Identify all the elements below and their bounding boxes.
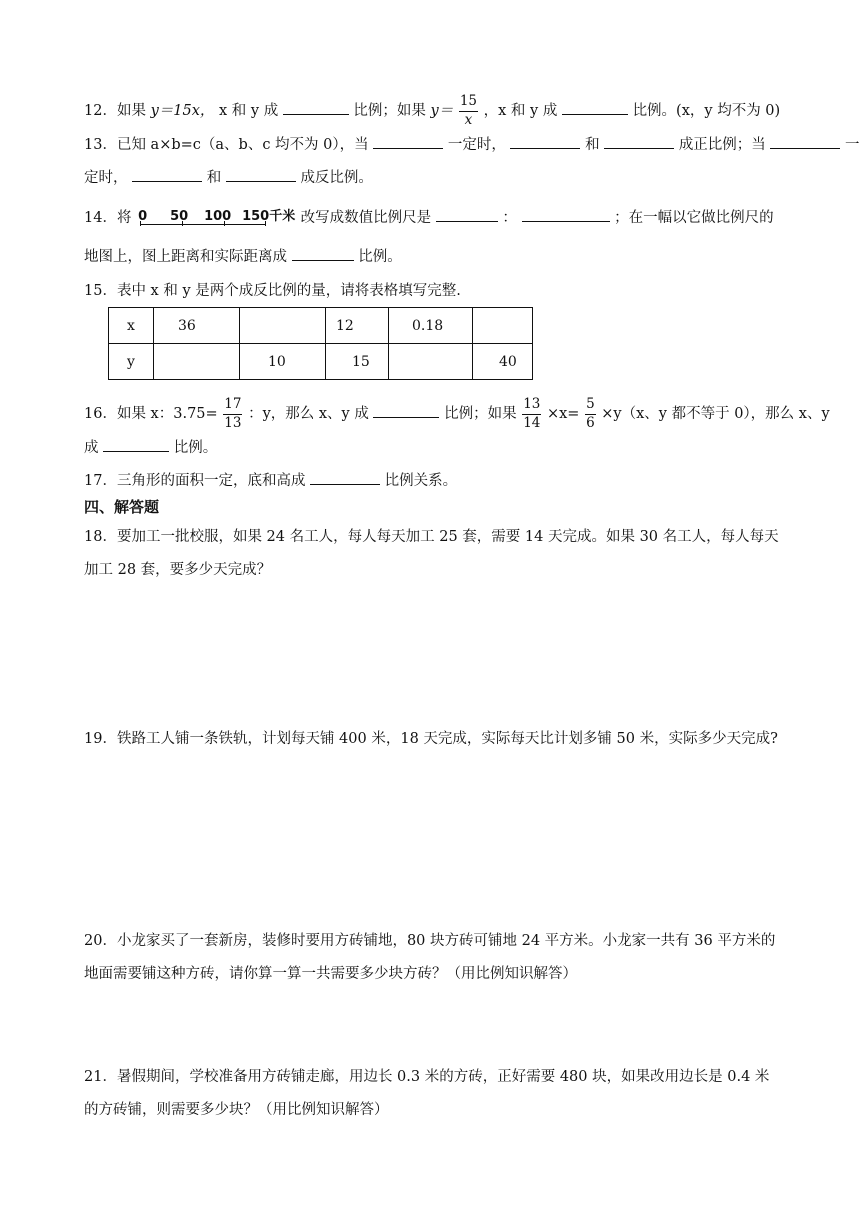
q12-blank-2[interactable] xyxy=(562,100,628,115)
table-cell[interactable]: 10 xyxy=(240,344,326,380)
question-17 xyxy=(84,470,457,491)
q17-text: 比例关系。 xyxy=(384,473,458,489)
q14-text: ；在一幅以它做比例尺的 xyxy=(614,210,774,226)
q16-text: 16．如果 x：3.75= xyxy=(84,406,218,422)
q16-blank-2[interactable] xyxy=(103,437,169,452)
question-20-line-2: 地面需要铺这种方砖，请你算一算一共需要多少块方砖？（用比例知识解答） xyxy=(84,966,577,982)
question-12 xyxy=(84,95,780,127)
scale-tick xyxy=(265,221,266,226)
scale-label: 150千米 xyxy=(242,209,296,224)
q12-text: ，x 和 y 成 xyxy=(483,103,558,119)
question-16-line-1 xyxy=(84,398,830,430)
table-cell[interactable]: 40 xyxy=(473,344,533,380)
q12-text: x 和 y 成 xyxy=(219,103,279,119)
scale-tick xyxy=(224,221,225,226)
q16-blank-1[interactable] xyxy=(373,403,439,418)
table-row-x xyxy=(109,308,533,344)
q14-blank-3[interactable] xyxy=(292,246,354,261)
scale-label: 100 xyxy=(204,209,232,224)
q14-blank-2[interactable] xyxy=(522,207,610,222)
q12-number: 12．如果 xyxy=(84,103,146,119)
q13-blank-2[interactable] xyxy=(510,134,580,149)
q13-text: 一 xyxy=(845,137,860,153)
table-cell[interactable] xyxy=(473,308,533,344)
q16-fraction-1: $\frac{17}{13}$ xyxy=(224,396,242,431)
q14-text: 比例。 xyxy=(358,249,402,265)
scale-bar-line xyxy=(140,224,266,225)
q17-text: 17．三角形的面积一定，底和高成 xyxy=(84,473,306,489)
question-21-line-1: 21．暑假期间，学校准备用方砖铺走廊，用边长 0.3 米的方砖，正好需要 480 块，如果改用边长是 0.4 米 xyxy=(84,1069,770,1085)
question-21-line-2: 的方砖铺，则需要多少块？（用比例知识解答） xyxy=(84,1102,389,1118)
q13-text: 成反比例。 xyxy=(300,170,373,186)
question-14-line-2 xyxy=(84,246,402,267)
table-cell[interactable]: 12 xyxy=(326,308,389,344)
table-cell[interactable]: 0.18 xyxy=(389,308,473,344)
q13-text: 成正比例；当 xyxy=(678,137,766,153)
q13-blank-6[interactable] xyxy=(226,167,296,182)
table-cell[interactable] xyxy=(240,308,326,344)
q12-fraction: $\frac{15}{x}$ xyxy=(459,93,478,128)
q13-text: 和 xyxy=(585,137,600,153)
q12-text: 比例；如果 xyxy=(353,103,426,119)
q14-text: ： xyxy=(502,210,517,226)
q13-text: 一定时， xyxy=(447,137,506,153)
q12-equation-1: y＝15x， xyxy=(150,103,215,119)
q16-text: 比例；如果 xyxy=(444,406,517,422)
q12-blank-1[interactable] xyxy=(283,100,349,115)
xy-table xyxy=(108,307,533,380)
question-20-line-1: 20．小龙家买了一套新房，装修时要用方砖铺地，80 块方砖可铺地 24 平方米。小龙家一共有 36 平方米的 xyxy=(84,933,776,949)
question-13-line-2 xyxy=(84,167,373,188)
table-cell[interactable]: 36 xyxy=(154,308,240,344)
q16-fraction-3: $\frac{5}{6}$ xyxy=(586,396,595,431)
q16-text: ：y，那么 x、y 成 xyxy=(248,406,369,422)
q16-text: 成 xyxy=(84,440,99,456)
q13-text: 13．已知 a×b=c（a、b、c 均不为 0），当 xyxy=(84,137,369,153)
scale-tick xyxy=(140,221,141,226)
question-16-line-2 xyxy=(84,437,217,458)
section-heading: 四、解答题 xyxy=(84,498,160,516)
q13-blank-4[interactable] xyxy=(770,134,840,149)
q14-text: 地图上，图上距离和实际距离成 xyxy=(84,249,287,265)
table-header-y: y xyxy=(109,344,154,380)
scale-bar-image xyxy=(136,207,296,229)
q13-text: 定时， xyxy=(84,170,128,186)
scale-label: 50 xyxy=(170,209,189,224)
q14-text: 改写成数值比例尺是 xyxy=(300,210,432,226)
q13-text: 和 xyxy=(206,170,222,186)
q12-text: 比例。(x，y 均不为 0) xyxy=(632,103,781,119)
q16-text: ×y（x、y 都不等于 0），那么 x、y xyxy=(601,406,830,422)
q16-fraction-2: $\frac{13}{14}$ xyxy=(523,396,541,431)
table-cell[interactable] xyxy=(154,344,240,380)
table-row-y xyxy=(109,344,533,380)
q14-text: 14．将 xyxy=(84,210,132,226)
q13-blank-1[interactable] xyxy=(373,134,443,149)
question-18-line-2: 加工 28 套，要多少天完成？ xyxy=(84,562,272,578)
scale-tick xyxy=(182,221,183,226)
table-header-x: x xyxy=(109,308,154,344)
q13-blank-5[interactable] xyxy=(132,167,202,182)
question-18-line-1: 18．要加工一批校服，如果 24 名工人，每人每天加工 25 套，需要 14 天完成。如果 30 名工人，每人每天 xyxy=(84,529,779,545)
q16-text: 比例。 xyxy=(173,440,218,456)
question-13-line-1 xyxy=(84,134,860,155)
q17-blank[interactable] xyxy=(310,470,380,485)
q16-text: ×x= xyxy=(546,406,580,422)
table-cell[interactable] xyxy=(389,344,473,380)
question-14-line-1 xyxy=(84,207,774,229)
table-cell[interactable]: 15 xyxy=(326,344,389,380)
question-19: 19．铁路工人铺一条铁轨，计划每天铺 400 米，18 天完成，实际每天比计划多铺 50 米，实际多少天完成? xyxy=(84,731,778,747)
question-15: 15．表中 x 和 y 是两个成反比例的量，请将表格填写完整. xyxy=(84,283,461,299)
q14-blank-1[interactable] xyxy=(436,207,498,222)
scale-label: 0 xyxy=(138,209,148,224)
q13-blank-3[interactable] xyxy=(604,134,674,149)
q12-equation-2: y＝ xyxy=(430,103,454,119)
